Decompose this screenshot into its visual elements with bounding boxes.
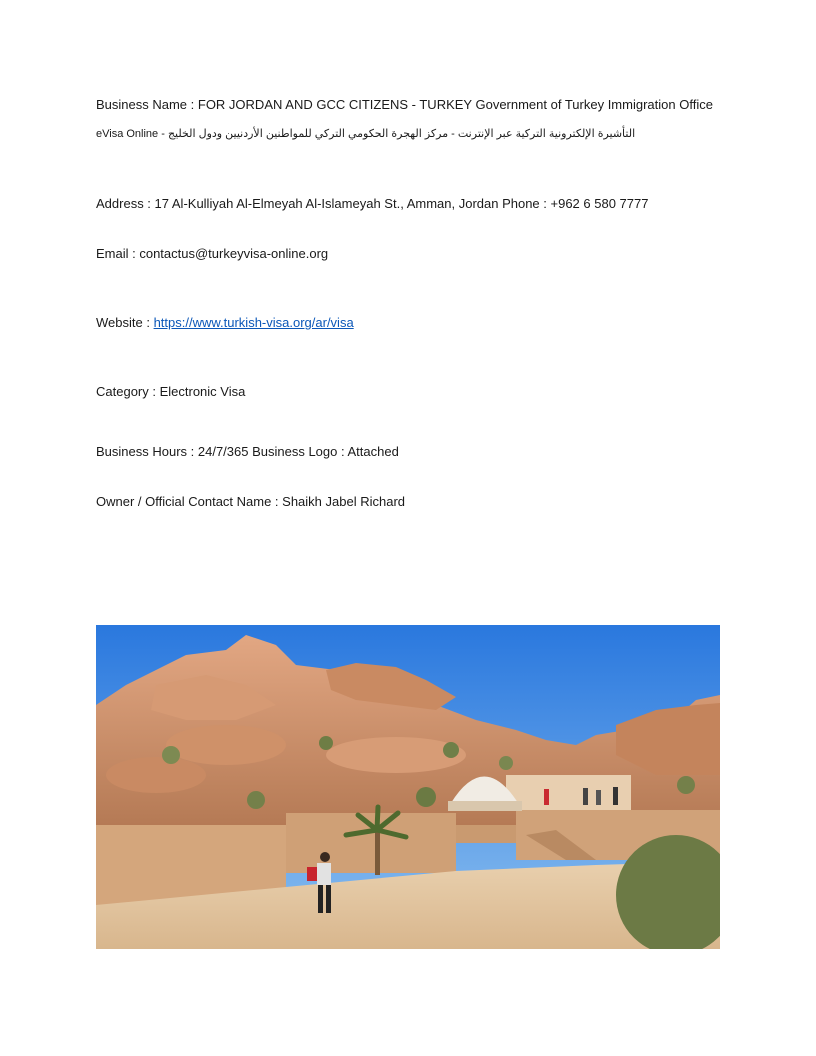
evisa-line: [96, 126, 635, 142]
owner-line: Owner / Official Contact Name : Shaikh Jabel Richard: [96, 494, 406, 509]
evisa-arabic-text: التأشيرة الإلكترونية التركية عبر الإنترنت - مركز الهجرة الحكومي التركي للمواطنين الأردنيين ودول الخليج: [167, 128, 636, 140]
category-line: Category : Electronic Visa: [96, 384, 246, 399]
petra-landscape-photo: [96, 625, 720, 949]
business-name-line: [96, 97, 713, 113]
email-line: Email : contactus@turkeyvisa-online.org: [96, 246, 329, 261]
website-label: Website :: [96, 315, 154, 330]
business-name-label: Business Name :: [96, 97, 198, 112]
address-line: Address : 17 Al-Kulliyah Al-Elmeyah Al-Islameyah St., Amman, Jordan Phone : +962 6 580 7777: [96, 196, 649, 211]
website-link[interactable]: https://www.turkish-visa.org/ar/visa: [153, 315, 354, 330]
website-line: [96, 315, 354, 331]
business-name-value: FOR JORDAN AND GCC CITIZENS - TURKEY Government of Turkey Immigration Office: [197, 97, 713, 112]
evisa-prefix: eVisa Online -: [96, 128, 168, 140]
business-hours-line: Business Hours : 24/7/365 Business Logo : Attached: [96, 444, 399, 459]
